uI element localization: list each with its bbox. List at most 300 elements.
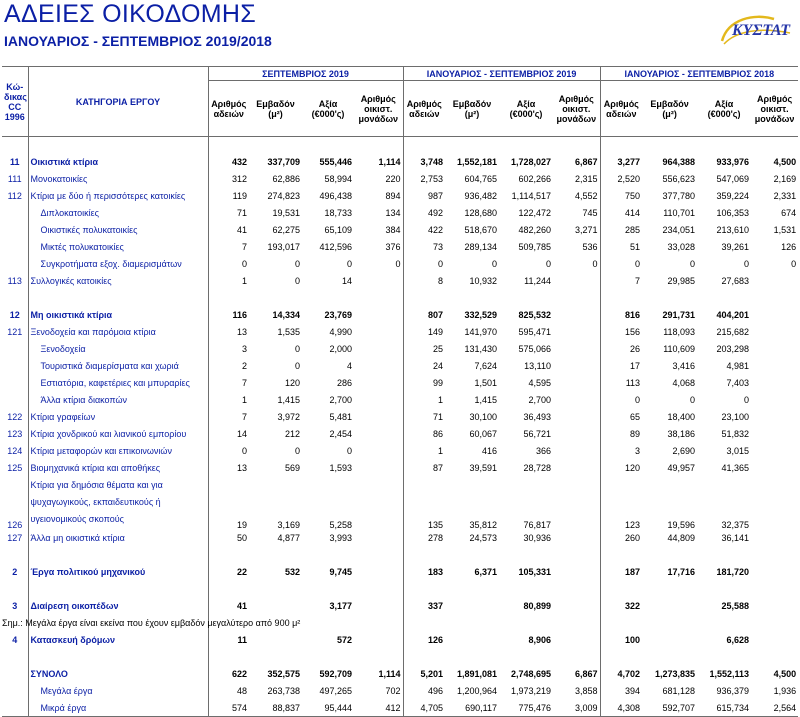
row-value: 3,993 (329, 533, 352, 543)
row-value: 322 (600, 598, 642, 615)
row-value: 595,471 (518, 327, 552, 337)
row-value: 1,936 (773, 686, 797, 696)
row-value: 118,093 (663, 327, 696, 337)
row-value: 622 (208, 666, 249, 683)
row-category: Έργα πολιτικού μηχανικού (28, 564, 208, 581)
row-value: 0 (690, 259, 696, 269)
row-value: 23,100 (721, 412, 750, 422)
row-value: 187 (600, 564, 642, 581)
row-value: 13 (208, 460, 249, 477)
row-value: 412 (354, 700, 403, 717)
row-value: 278 (403, 530, 445, 547)
row-code: 111 (7, 174, 22, 184)
row-value: 3 (208, 341, 249, 358)
row-category: Ξενοδοχεία και παρόμοια κτίρια (28, 324, 208, 341)
row-value: 113 (600, 375, 642, 392)
row-value: 263,738 (267, 686, 300, 696)
row-value: 702 (385, 686, 401, 696)
row-value: 6,371 (474, 567, 498, 577)
row-value: 10,932 (469, 276, 498, 286)
row-value: 1,535 (277, 327, 300, 337)
row-value: 0 (294, 276, 300, 286)
row-value: 193,017 (267, 242, 300, 252)
row-value: 547,069 (716, 174, 750, 184)
row-value (553, 324, 600, 341)
row-value: 4,595 (528, 378, 552, 388)
row-value: 71 (403, 409, 445, 426)
row-value: 574 (208, 700, 249, 717)
row-value: 1,593 (329, 463, 352, 473)
row-value: 825,532 (518, 310, 552, 320)
row-value (553, 632, 600, 649)
row-value: 0 (791, 259, 797, 269)
row-value: 41 (208, 598, 249, 615)
row-value: 592,709 (319, 669, 352, 679)
row-value: 518,670 (464, 225, 498, 235)
row-value (354, 341, 403, 358)
row-value: 1,114 (378, 157, 401, 167)
row-value: 987 (403, 188, 445, 205)
row-value: 555,446 (319, 157, 352, 167)
row-value: 7,403 (726, 378, 750, 388)
row-value: 51 (600, 239, 642, 256)
row-value: 25 (403, 341, 445, 358)
row-value: 312 (208, 171, 249, 188)
row-value (553, 307, 600, 324)
row-category: Κτίρια με δύο ή περισσότερες κατοικίες (28, 188, 208, 205)
row-value: 0 (744, 395, 750, 405)
row-value: 126 (403, 632, 445, 649)
row-value: 44,809 (667, 533, 696, 543)
row-value (249, 632, 302, 649)
row-value: 2,564 (751, 700, 798, 717)
row-value: 4,702 (600, 666, 642, 683)
row-value: 65 (600, 409, 642, 426)
row-value: 432 (208, 154, 249, 171)
row-code (2, 358, 28, 375)
row-value: 964,388 (662, 157, 696, 167)
row-value (751, 375, 798, 392)
row-value: 376 (385, 242, 401, 252)
row-value: 4,500 (773, 157, 797, 167)
row-value: 604,765 (464, 174, 498, 184)
table-row (2, 188, 798, 205)
row-value: 76,817 (523, 519, 552, 530)
table-row (2, 154, 798, 171)
row-value: 5,481 (329, 412, 352, 422)
row-category: Μη οικιστικά κτίρια (28, 307, 208, 324)
table-row (2, 341, 798, 358)
row-value: 18,400 (667, 412, 696, 422)
row-value (751, 324, 798, 341)
row-value (751, 409, 798, 426)
row-value: 4,552 (575, 191, 598, 201)
row-value: 86 (403, 426, 445, 443)
row-value: 18,733 (324, 208, 352, 218)
row-value: 0 (294, 446, 300, 456)
row-value (553, 426, 600, 443)
row-category: Βιομηχανικά κτίρια και αποθήκες (28, 460, 208, 477)
row-value: 4,981 (726, 361, 750, 371)
row-value: 6,628 (726, 635, 750, 645)
row-value: 8,906 (528, 635, 552, 645)
row-value: 39,261 (721, 242, 750, 252)
row-value: 14 (341, 276, 352, 286)
row-value: 7 (208, 375, 249, 392)
table-row (2, 222, 798, 239)
row-value: 8 (403, 273, 445, 290)
row-value: 122,472 (518, 208, 552, 218)
row-category: Τουριστικά διαμερίσματα και χωριά (28, 358, 208, 375)
row-value: 359,224 (716, 191, 750, 201)
row-value: 0 (294, 361, 300, 371)
row-value (354, 477, 403, 530)
row-value: 384 (385, 225, 401, 235)
table-row (2, 409, 798, 426)
row-value: 213,610 (716, 225, 750, 235)
row-value: 377,780 (662, 191, 696, 201)
row-value: 65,109 (324, 225, 352, 235)
row-value: 110,609 (663, 344, 696, 354)
row-code: 121 (7, 327, 23, 337)
row-value (751, 530, 798, 547)
row-value: 497,265 (319, 686, 352, 696)
row-value (751, 358, 798, 375)
row-value: 183 (403, 564, 445, 581)
row-value: 492 (403, 205, 445, 222)
col-area: Εμβαδόν (μ²) (445, 81, 499, 137)
row-value: 99 (403, 375, 445, 392)
row-value: 19,596 (667, 519, 696, 530)
row-value: 750 (600, 188, 642, 205)
row-value (354, 375, 403, 392)
row-value: 572 (336, 635, 352, 645)
row-value: 936,482 (464, 191, 498, 201)
row-value: 38,186 (667, 429, 696, 439)
header-period-1: ΣΕΠΤΕΜΒΡΙΟΣ 2019 (208, 67, 403, 81)
row-category: Διαίρεση οικοπέδων (28, 598, 208, 615)
row-value (553, 375, 600, 392)
row-value: 509,785 (518, 242, 552, 252)
row-code: 11 (9, 157, 20, 167)
row-value: 536 (582, 242, 598, 252)
row-value: 1 (208, 273, 249, 290)
table-row (2, 632, 798, 649)
row-value: 496,438 (319, 191, 352, 201)
row-category: ΣΥΝΟΛΟ (28, 666, 208, 683)
row-value: 4,877 (277, 533, 300, 543)
row-value: 1,501 (474, 378, 498, 388)
row-value: 260 (600, 530, 642, 547)
row-value: 412,596 (319, 242, 352, 252)
row-category: Άλλα μη οικιστικά κτίρια (28, 530, 208, 547)
table-row (2, 443, 798, 460)
row-value: 414 (600, 205, 642, 222)
row-value (553, 443, 600, 460)
cystat-logo (714, 11, 798, 47)
row-value: 50 (208, 530, 249, 547)
row-value: 1,552,181 (456, 157, 498, 167)
row-value: 894 (385, 191, 401, 201)
col-permits: Αριθμός αδειών (600, 81, 642, 137)
row-value: 422 (403, 222, 445, 239)
row-value: 3,271 (575, 225, 598, 235)
table-row (2, 477, 798, 530)
row-value: 2,700 (329, 395, 352, 405)
row-value: 7 (208, 239, 249, 256)
row-code: 127 (7, 533, 23, 543)
col-units: Αριθμός οικιστ. μονάδων (553, 81, 600, 137)
row-value: 13,110 (524, 361, 552, 371)
row-value: 14,334 (272, 310, 300, 320)
col-permits: Αριθμός αδειών (208, 81, 249, 137)
col-value: Αξία (€000'ς) (697, 81, 751, 137)
row-value: 690,117 (445, 700, 499, 717)
row-value: 36,493 (523, 412, 552, 422)
row-code (2, 256, 28, 273)
row-code (2, 222, 28, 239)
row-value: 4,068 (672, 378, 696, 388)
row-value: 681,128 (662, 686, 696, 696)
row-value: 289,134 (464, 242, 498, 252)
row-value: 2,520 (600, 171, 642, 188)
table-row (2, 205, 798, 222)
table-body (2, 137, 798, 717)
row-value (553, 358, 600, 375)
row-value: 6,867 (575, 157, 598, 167)
row-value: 674 (781, 208, 797, 218)
row-value: 87 (403, 460, 445, 477)
header-code: Κώ-δικας CC 1996 (2, 67, 28, 137)
row-value: 6,867 (575, 669, 598, 679)
table-row (2, 426, 798, 443)
row-value: 0 (403, 256, 445, 273)
row-value (354, 443, 403, 460)
row-value: 745 (582, 208, 598, 218)
row-value: 0 (294, 344, 300, 354)
row-value: 1 (403, 392, 445, 409)
table-row (2, 273, 798, 290)
row-value: 13 (208, 324, 249, 341)
row-value: 29,985 (667, 276, 696, 286)
row-value: 1,415 (474, 395, 498, 405)
row-value: 106,353 (716, 208, 750, 218)
row-value: 156 (600, 324, 642, 341)
row-value: 291,731 (662, 310, 696, 320)
row-value (249, 598, 302, 615)
row-category: Συγκροτήματα εξοχ. διαμερισμάτων (28, 256, 208, 273)
row-value: 110,701 (663, 208, 696, 218)
row-value (642, 598, 697, 615)
row-value: 19,531 (272, 208, 300, 218)
row-value (751, 598, 798, 615)
row-value: 120 (600, 460, 642, 477)
row-value: 24 (403, 358, 445, 375)
row-value: 0 (600, 256, 642, 273)
row-value (642, 632, 697, 649)
row-value: 19 (208, 477, 249, 530)
row-value (354, 530, 403, 547)
row-value: 41,365 (721, 463, 750, 473)
row-value: 215,682 (716, 327, 750, 337)
row-category: Ξενοδοχεία (28, 341, 208, 358)
row-code: 125 (7, 463, 23, 473)
table-row (2, 598, 798, 615)
page-subtitle: ΙΑΝΟΥΑΡΙΟΣ - ΣΕΠΤΕΜΒΡΙΟΣ 2019/2018 (4, 33, 272, 49)
row-value: 1,200,964 (456, 686, 498, 696)
row-value (354, 598, 403, 615)
row-code (2, 700, 28, 717)
table-row (2, 683, 798, 700)
row-value: 2,753 (403, 171, 445, 188)
row-value: 2,690 (672, 446, 696, 456)
row-value: 7 (600, 273, 642, 290)
row-value: 337,709 (267, 157, 300, 167)
row-value: 2,454 (329, 429, 352, 439)
row-value: 22 (208, 564, 249, 581)
page-title: ΑΔΕΙΕΣ ΟΙΚΟΔΟΜΗΣ (4, 0, 257, 28)
row-value: 128,680 (464, 208, 498, 218)
row-value: 181,720 (716, 567, 750, 577)
row-value (354, 460, 403, 477)
row-value: 3,169 (277, 519, 300, 530)
row-value (553, 477, 600, 530)
row-value: 404,201 (716, 310, 750, 320)
row-value: 134 (385, 208, 401, 218)
row-value: 0 (208, 443, 249, 460)
row-value: 3 (600, 443, 642, 460)
row-value: 556,623 (662, 174, 696, 184)
row-value: 24,573 (469, 533, 498, 543)
row-value (751, 273, 798, 290)
logo-text: ΚΥΣΤΑΤ (732, 22, 790, 39)
row-value: 569 (284, 463, 300, 473)
row-value: 1,728,027 (510, 157, 552, 167)
row-value: 1,114 (378, 669, 401, 679)
row-code (2, 375, 28, 392)
row-value (751, 341, 798, 358)
row-value: 286 (336, 378, 352, 388)
row-value: 1 (208, 392, 249, 409)
row-value: 602,266 (518, 174, 552, 184)
row-value: 119 (208, 188, 249, 205)
row-value: 0 (395, 259, 401, 269)
row-value: 7 (208, 409, 249, 426)
row-value: 62,886 (272, 174, 300, 184)
footnote: Σημ.: Μεγάλα έργα είναι εκείνα που έχουν εμβαδόν μεγαλύτερο από 900 μ² (2, 618, 301, 628)
table-row (2, 171, 798, 188)
row-value: 0 (690, 395, 696, 405)
row-value (751, 564, 798, 581)
row-value (354, 564, 403, 581)
row-value: 2,748,695 (510, 669, 552, 679)
row-value: 28,728 (523, 463, 552, 473)
row-value: 126 (781, 242, 797, 252)
col-area: Εμβαδόν (μ²) (642, 81, 697, 137)
row-category: Μεγάλα έργα (28, 683, 208, 700)
row-category: Κτίρια χονδρικού και λιανικού εμπορίου (28, 426, 208, 443)
row-value: 220 (385, 174, 401, 184)
row-value: 11 (208, 632, 249, 649)
row-value: 0 (294, 259, 300, 269)
row-code (2, 392, 28, 409)
row-code: 112 (7, 191, 22, 201)
row-value (553, 460, 600, 477)
row-value: 936,379 (716, 686, 750, 696)
row-value: 116 (208, 307, 249, 324)
row-value: 3,858 (575, 686, 598, 696)
row-value: 41 (208, 222, 249, 239)
row-category: Εστιατόρια, καφετέριες και μπυραρίες (28, 375, 208, 392)
row-value: 2 (208, 358, 249, 375)
row-value: 575,066 (518, 344, 552, 354)
row-value: 416 (481, 446, 498, 456)
row-value: 1,552,113 (709, 669, 750, 679)
row-value (354, 273, 403, 290)
row-category: Κτίρια μεταφορών και επικοινωνιών (28, 443, 208, 460)
row-value: 496 (403, 683, 445, 700)
row-value: 337 (403, 598, 445, 615)
row-value (553, 564, 600, 581)
row-value: 49,957 (667, 463, 696, 473)
row-category: Διπλοκατοικίες (28, 205, 208, 222)
col-permits: Αριθμός αδειών (403, 81, 445, 137)
row-value: 4,705 (403, 700, 445, 717)
row-value (354, 409, 403, 426)
row-category: Συλλογικές κατοικίες (28, 273, 208, 290)
row-value (553, 392, 600, 409)
row-code (2, 239, 28, 256)
row-value: 0 (592, 259, 598, 269)
table-row (2, 460, 798, 477)
row-code: 113 (7, 276, 22, 286)
row-value: 36,141 (721, 533, 750, 543)
row-value: 0 (346, 446, 352, 456)
row-value: 33,028 (667, 242, 696, 252)
row-value: 120 (284, 378, 300, 388)
row-value: 1,891,081 (456, 669, 498, 679)
row-category: Άλλα κτίρια διακοπών (28, 392, 208, 409)
table-row (2, 239, 798, 256)
row-value: 4,500 (773, 669, 797, 679)
row-value: 2,000 (329, 344, 352, 354)
row-value: 95,444 (302, 700, 354, 717)
row-value: 0 (546, 259, 552, 269)
row-value: 89 (600, 426, 642, 443)
row-value (445, 632, 499, 649)
row-category: Οικιστικές πολυκατοικίες (28, 222, 208, 239)
row-value (751, 460, 798, 477)
row-value: 532 (284, 567, 300, 577)
row-value: 32,375 (721, 519, 750, 530)
row-value: 5,201 (403, 666, 445, 683)
row-value (354, 358, 403, 375)
row-value (751, 426, 798, 443)
row-value (553, 273, 600, 290)
row-value: 366 (535, 446, 552, 456)
row-value (553, 409, 600, 426)
row-value: 51,832 (721, 429, 750, 439)
table-row (2, 666, 798, 683)
row-value: 1 (403, 443, 445, 460)
row-category: Μικρά έργα (28, 700, 208, 717)
row-code (2, 666, 28, 683)
row-category: Μονοκατοικίες (28, 171, 208, 188)
row-code: 124 (7, 446, 23, 456)
row-value: 3,277 (600, 154, 642, 171)
row-value (354, 307, 403, 324)
row-value: 2,700 (528, 395, 552, 405)
